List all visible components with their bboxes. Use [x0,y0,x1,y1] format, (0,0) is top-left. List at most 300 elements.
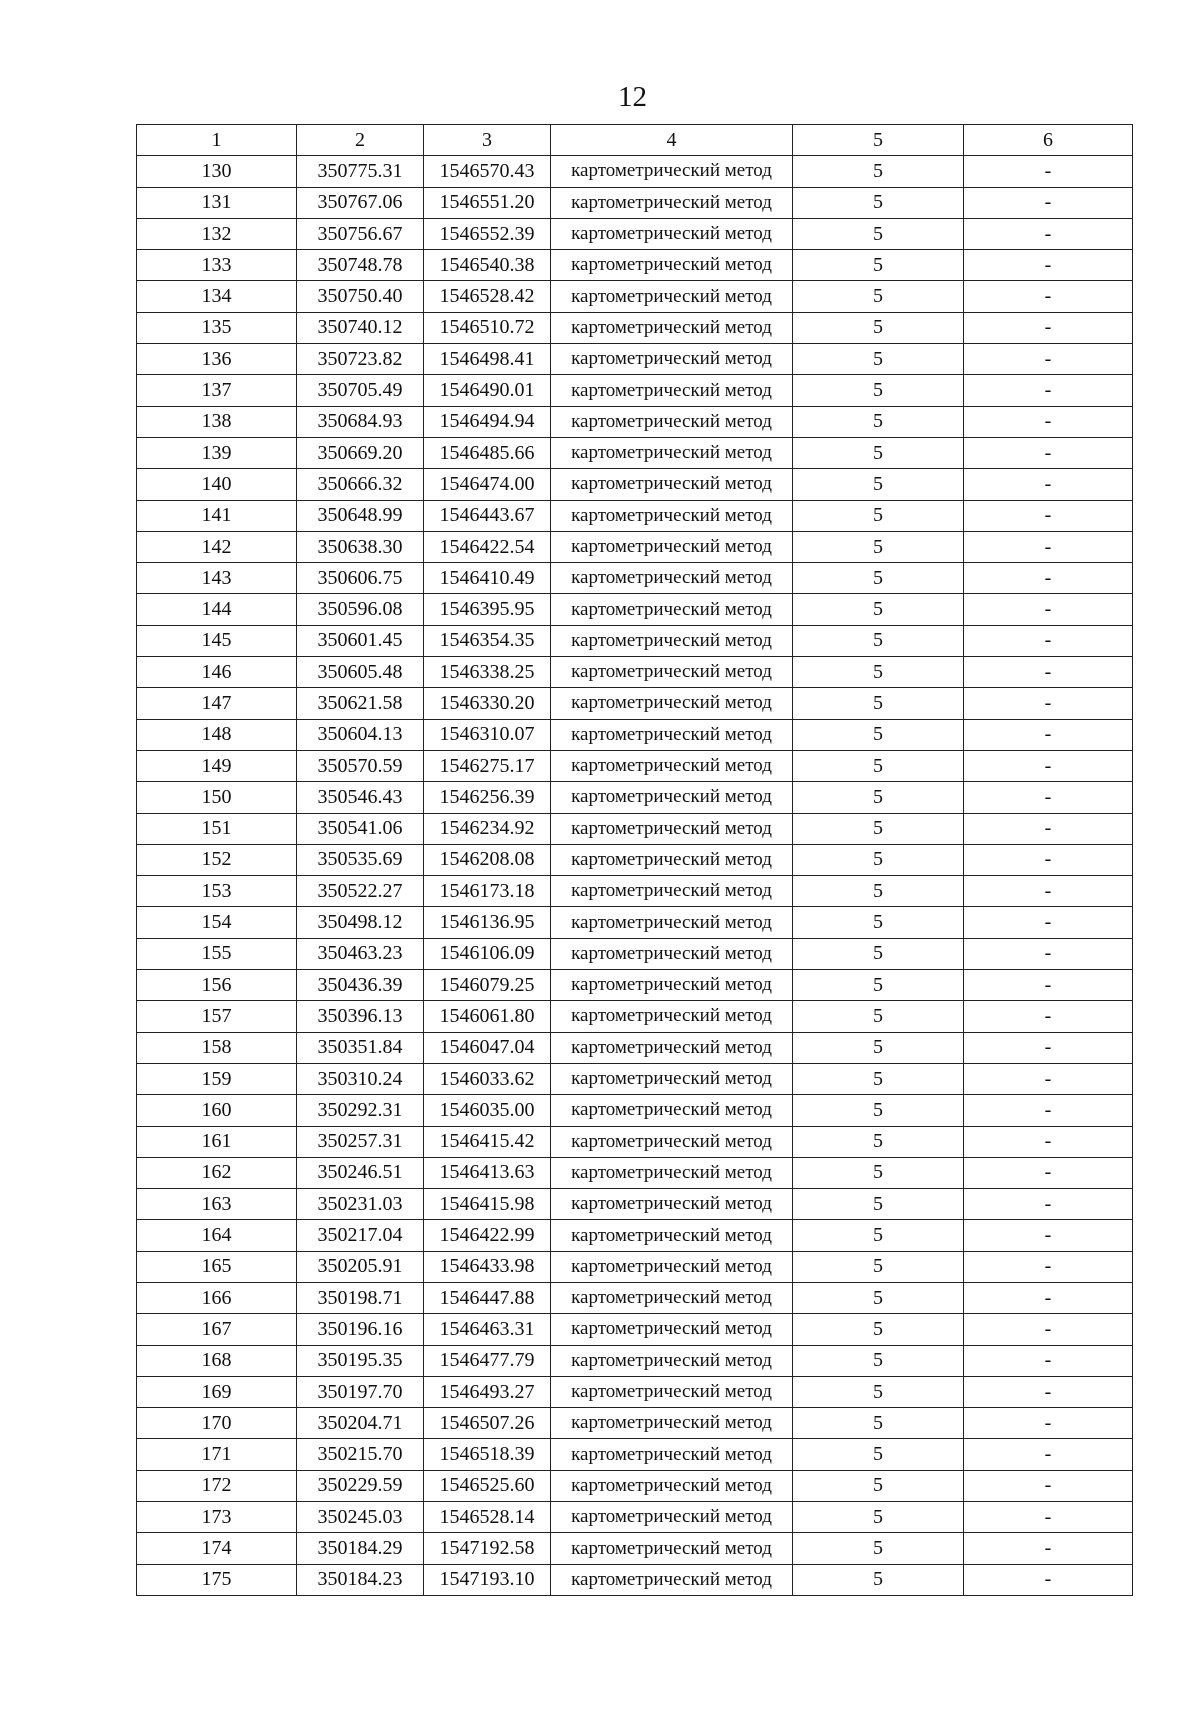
method-cell: картометрический метод [551,625,793,656]
table-row [137,1408,1133,1439]
method-cell: картометрический метод [551,218,793,249]
y-coordinate-cell: 1546415.42 [424,1126,551,1157]
note-cell: - [964,1001,1133,1032]
y-coordinate-cell: 1546035.00 [424,1095,551,1126]
point-number-cell: 168 [137,1345,297,1376]
x-coordinate-cell: 350606.75 [297,563,424,594]
x-coordinate-cell: 350601.45 [297,625,424,656]
y-coordinate-cell: 1546173.18 [424,876,551,907]
table-body [137,156,1133,1596]
column-header-3: 3 [424,125,551,156]
note-cell: - [964,437,1133,468]
y-coordinate-cell: 1546106.09 [424,938,551,969]
table-row [137,563,1133,594]
x-coordinate-cell: 350748.78 [297,250,424,281]
x-coordinate-cell: 350705.49 [297,375,424,406]
note-cell: - [964,406,1133,437]
point-number-cell: 130 [137,156,297,187]
y-coordinate-cell: 1546493.27 [424,1376,551,1407]
method-cell: картометрический метод [551,1345,793,1376]
table-row [137,156,1133,187]
y-coordinate-cell: 1546256.39 [424,782,551,813]
point-number-cell: 159 [137,1063,297,1094]
table-row [137,469,1133,500]
method-cell: картометрический метод [551,500,793,531]
method-cell: картометрический метод [551,1220,793,1251]
x-coordinate-cell: 350740.12 [297,312,424,343]
note-cell: - [964,625,1133,656]
x-coordinate-cell: 350463.23 [297,938,424,969]
y-coordinate-cell: 1546551.20 [424,187,551,218]
accuracy-cell: 5 [793,1439,964,1470]
accuracy-cell: 5 [793,1470,964,1501]
table-row [137,1001,1133,1032]
x-coordinate-cell: 350198.71 [297,1282,424,1313]
point-number-cell: 134 [137,281,297,312]
table-row [137,1189,1133,1220]
accuracy-cell: 5 [793,844,964,875]
point-number-cell: 162 [137,1157,297,1188]
table-row [137,782,1133,813]
note-cell: - [964,970,1133,1001]
y-coordinate-cell: 1546433.98 [424,1251,551,1282]
column-header-5: 5 [793,125,964,156]
table-row [137,406,1133,437]
table-row [137,750,1133,781]
y-coordinate-cell: 1546447.88 [424,1282,551,1313]
point-number-cell: 165 [137,1251,297,1282]
accuracy-cell: 5 [793,469,964,500]
table-row [137,907,1133,938]
accuracy-cell: 5 [793,312,964,343]
table-row [137,1126,1133,1157]
x-coordinate-cell: 350245.03 [297,1502,424,1533]
x-coordinate-cell: 350605.48 [297,657,424,688]
method-cell: картометрический метод [551,1533,793,1564]
note-cell: - [964,876,1133,907]
note-cell: - [964,218,1133,249]
y-coordinate-cell: 1546208.08 [424,844,551,875]
x-coordinate-cell: 350292.31 [297,1095,424,1126]
point-number-cell: 131 [137,187,297,218]
note-cell: - [964,281,1133,312]
accuracy-cell: 5 [793,1564,964,1595]
y-coordinate-cell: 1546422.54 [424,531,551,562]
table-row [137,970,1133,1001]
method-cell: картометрический метод [551,1032,793,1063]
note-cell: - [964,719,1133,750]
table-row [137,1502,1133,1533]
coordinates-table [136,124,1133,1596]
method-cell: картометрический метод [551,719,793,750]
note-cell: - [964,469,1133,500]
y-coordinate-cell: 1546528.42 [424,281,551,312]
point-number-cell: 151 [137,813,297,844]
method-cell: картометрический метод [551,563,793,594]
point-number-cell: 156 [137,970,297,1001]
x-coordinate-cell: 350638.30 [297,531,424,562]
point-number-cell: 142 [137,531,297,562]
table-row [137,876,1133,907]
table-row [137,657,1133,688]
point-number-cell: 153 [137,876,297,907]
accuracy-cell: 5 [793,1126,964,1157]
accuracy-cell: 5 [793,156,964,187]
method-cell: картометрический метод [551,1564,793,1595]
x-coordinate-cell: 350229.59 [297,1470,424,1501]
table-row [137,500,1133,531]
method-cell: картометрический метод [551,1282,793,1313]
y-coordinate-cell: 1546234.92 [424,813,551,844]
accuracy-cell: 5 [793,344,964,375]
x-coordinate-cell: 350767.06 [297,187,424,218]
y-coordinate-cell: 1546275.17 [424,750,551,781]
accuracy-cell: 5 [793,281,964,312]
accuracy-cell: 5 [793,1282,964,1313]
note-cell: - [964,1533,1133,1564]
y-coordinate-cell: 1547192.58 [424,1533,551,1564]
table-row [137,312,1133,343]
table-row [137,1470,1133,1501]
x-coordinate-cell: 350436.39 [297,970,424,1001]
accuracy-cell: 5 [793,750,964,781]
accuracy-cell: 5 [793,938,964,969]
point-number-cell: 150 [137,782,297,813]
accuracy-cell: 5 [793,1345,964,1376]
table-row [137,1345,1133,1376]
note-cell: - [964,1408,1133,1439]
point-number-cell: 133 [137,250,297,281]
y-coordinate-cell: 1546507.26 [424,1408,551,1439]
x-coordinate-cell: 350257.31 [297,1126,424,1157]
column-header-1: 1 [137,125,297,156]
accuracy-cell: 5 [793,1502,964,1533]
point-number-cell: 172 [137,1470,297,1501]
table-row [137,1314,1133,1345]
method-cell: картометрический метод [551,531,793,562]
point-number-cell: 175 [137,1564,297,1595]
y-coordinate-cell: 1546540.38 [424,250,551,281]
x-coordinate-cell: 350546.43 [297,782,424,813]
y-coordinate-cell: 1546354.35 [424,625,551,656]
point-number-cell: 138 [137,406,297,437]
y-coordinate-cell: 1546047.04 [424,1032,551,1063]
table-row [137,1063,1133,1094]
y-coordinate-cell: 1546415.98 [424,1189,551,1220]
point-number-cell: 143 [137,563,297,594]
y-coordinate-cell: 1546552.39 [424,218,551,249]
method-cell: картометрический метод [551,1189,793,1220]
table-row [137,1157,1133,1188]
header-row [137,125,1133,156]
accuracy-cell: 5 [793,1314,964,1345]
point-number-cell: 160 [137,1095,297,1126]
y-coordinate-cell: 1546413.63 [424,1157,551,1188]
x-coordinate-cell: 350351.84 [297,1032,424,1063]
x-coordinate-cell: 350535.69 [297,844,424,875]
x-coordinate-cell: 350621.58 [297,688,424,719]
table-row [137,844,1133,875]
x-coordinate-cell: 350669.20 [297,437,424,468]
accuracy-cell: 5 [793,688,964,719]
x-coordinate-cell: 350196.16 [297,1314,424,1345]
y-coordinate-cell: 1546474.00 [424,469,551,500]
note-cell: - [964,1126,1133,1157]
x-coordinate-cell: 350666.32 [297,469,424,500]
point-number-cell: 137 [137,375,297,406]
y-coordinate-cell: 1546310.07 [424,719,551,750]
table-row [137,281,1133,312]
method-cell: картометрический метод [551,1157,793,1188]
method-cell: картометрический метод [551,876,793,907]
table-row [137,813,1133,844]
method-cell: картометрический метод [551,750,793,781]
note-cell: - [964,938,1133,969]
y-coordinate-cell: 1546528.14 [424,1502,551,1533]
accuracy-cell: 5 [793,531,964,562]
accuracy-cell: 5 [793,907,964,938]
accuracy-cell: 5 [793,625,964,656]
accuracy-cell: 5 [793,1376,964,1407]
point-number-cell: 166 [137,1282,297,1313]
accuracy-cell: 5 [793,1001,964,1032]
point-number-cell: 174 [137,1533,297,1564]
method-cell: картометрический метод [551,844,793,875]
method-cell: картометрический метод [551,187,793,218]
method-cell: картометрический метод [551,1408,793,1439]
point-number-cell: 171 [137,1439,297,1470]
x-coordinate-cell: 350215.70 [297,1439,424,1470]
accuracy-cell: 5 [793,187,964,218]
column-header-2: 2 [297,125,424,156]
note-cell: - [964,1470,1133,1501]
accuracy-cell: 5 [793,1408,964,1439]
x-coordinate-cell: 350217.04 [297,1220,424,1251]
note-cell: - [964,782,1133,813]
point-number-cell: 136 [137,344,297,375]
point-number-cell: 146 [137,657,297,688]
point-number-cell: 161 [137,1126,297,1157]
accuracy-cell: 5 [793,1251,964,1282]
accuracy-cell: 5 [793,1220,964,1251]
accuracy-cell: 5 [793,813,964,844]
method-cell: картометрический метод [551,469,793,500]
table-row [137,187,1133,218]
point-number-cell: 164 [137,1220,297,1251]
note-cell: - [964,1157,1133,1188]
accuracy-cell: 5 [793,1189,964,1220]
x-coordinate-cell: 350184.29 [297,1533,424,1564]
y-coordinate-cell: 1546079.25 [424,970,551,1001]
y-coordinate-cell: 1546410.49 [424,563,551,594]
table-row [137,1439,1133,1470]
y-coordinate-cell: 1547193.10 [424,1564,551,1595]
x-coordinate-cell: 350775.31 [297,156,424,187]
table-row [137,1032,1133,1063]
note-cell: - [964,1063,1133,1094]
point-number-cell: 149 [137,750,297,781]
y-coordinate-cell: 1546338.25 [424,657,551,688]
y-coordinate-cell: 1546525.60 [424,1470,551,1501]
point-number-cell: 163 [137,1189,297,1220]
accuracy-cell: 5 [793,719,964,750]
method-cell: картометрический метод [551,1095,793,1126]
note-cell: - [964,187,1133,218]
table-row [137,1251,1133,1282]
note-cell: - [964,1376,1133,1407]
page-number: 12 [618,81,647,113]
method-cell: картометрический метод [551,594,793,625]
y-coordinate-cell: 1546518.39 [424,1439,551,1470]
method-cell: картометрический метод [551,970,793,1001]
note-cell: - [964,1220,1133,1251]
method-cell: картометрический метод [551,938,793,969]
accuracy-cell: 5 [793,375,964,406]
note-cell: - [964,844,1133,875]
note-cell: - [964,344,1133,375]
table-row [137,1095,1133,1126]
method-cell: картометрический метод [551,375,793,406]
method-cell: картометрический метод [551,1063,793,1094]
table-row [137,688,1133,719]
method-cell: картометрический метод [551,1439,793,1470]
method-cell: картометрический метод [551,344,793,375]
method-cell: картометрический метод [551,1251,793,1282]
x-coordinate-cell: 350396.13 [297,1001,424,1032]
note-cell: - [964,563,1133,594]
point-number-cell: 155 [137,938,297,969]
method-cell: картометрический метод [551,437,793,468]
note-cell: - [964,1345,1133,1376]
x-coordinate-cell: 350310.24 [297,1063,424,1094]
point-number-cell: 158 [137,1032,297,1063]
note-cell: - [964,594,1133,625]
method-cell: картометрический метод [551,813,793,844]
point-number-cell: 147 [137,688,297,719]
table-row [137,719,1133,750]
note-cell: - [964,1095,1133,1126]
x-coordinate-cell: 350195.35 [297,1345,424,1376]
point-number-cell: 139 [137,437,297,468]
table-row [137,1220,1133,1251]
method-cell: картометрический метод [551,312,793,343]
note-cell: - [964,531,1133,562]
accuracy-cell: 5 [793,437,964,468]
table-row [137,375,1133,406]
accuracy-cell: 5 [793,1095,964,1126]
table-header [137,125,1133,156]
accuracy-cell: 5 [793,876,964,907]
y-coordinate-cell: 1546330.20 [424,688,551,719]
x-coordinate-cell: 350596.08 [297,594,424,625]
x-coordinate-cell: 350205.91 [297,1251,424,1282]
y-coordinate-cell: 1546510.72 [424,312,551,343]
method-cell: картометрический метод [551,657,793,688]
table-row [137,938,1133,969]
method-cell: картометрический метод [551,406,793,437]
method-cell: картометрический метод [551,1001,793,1032]
note-cell: - [964,1564,1133,1595]
table-row [137,1564,1133,1595]
note-cell: - [964,1189,1133,1220]
note-cell: - [964,375,1133,406]
accuracy-cell: 5 [793,500,964,531]
note-cell: - [964,1251,1133,1282]
x-coordinate-cell: 350184.23 [297,1564,424,1595]
x-coordinate-cell: 350522.27 [297,876,424,907]
method-cell: картометрический метод [551,688,793,719]
column-header-4: 4 [551,125,793,156]
point-number-cell: 148 [137,719,297,750]
method-cell: картометрический метод [551,782,793,813]
x-coordinate-cell: 350541.06 [297,813,424,844]
accuracy-cell: 5 [793,1157,964,1188]
y-coordinate-cell: 1546033.62 [424,1063,551,1094]
note-cell: - [964,907,1133,938]
table-row [137,531,1133,562]
point-number-cell: 152 [137,844,297,875]
x-coordinate-cell: 350570.59 [297,750,424,781]
y-coordinate-cell: 1546490.01 [424,375,551,406]
accuracy-cell: 5 [793,1063,964,1094]
table-row [137,1376,1133,1407]
point-number-cell: 141 [137,500,297,531]
y-coordinate-cell: 1546485.66 [424,437,551,468]
method-cell: картометрический метод [551,1126,793,1157]
y-coordinate-cell: 1546422.99 [424,1220,551,1251]
point-number-cell: 140 [137,469,297,500]
note-cell: - [964,156,1133,187]
x-coordinate-cell: 350604.13 [297,719,424,750]
point-number-cell: 135 [137,312,297,343]
x-coordinate-cell: 350498.12 [297,907,424,938]
method-cell: картометрический метод [551,1470,793,1501]
table-row [137,625,1133,656]
x-coordinate-cell: 350197.70 [297,1376,424,1407]
accuracy-cell: 5 [793,406,964,437]
method-cell: картометрический метод [551,907,793,938]
x-coordinate-cell: 350756.67 [297,218,424,249]
table-row [137,594,1133,625]
accuracy-cell: 5 [793,594,964,625]
x-coordinate-cell: 350684.93 [297,406,424,437]
accuracy-cell: 5 [793,250,964,281]
x-coordinate-cell: 350246.51 [297,1157,424,1188]
point-number-cell: 167 [137,1314,297,1345]
table-row [137,218,1133,249]
note-cell: - [964,500,1133,531]
x-coordinate-cell: 350723.82 [297,344,424,375]
accuracy-cell: 5 [793,1032,964,1063]
accuracy-cell: 5 [793,782,964,813]
method-cell: картометрический метод [551,1376,793,1407]
y-coordinate-cell: 1546570.43 [424,156,551,187]
point-number-cell: 173 [137,1502,297,1533]
y-coordinate-cell: 1546498.41 [424,344,551,375]
point-number-cell: 144 [137,594,297,625]
y-coordinate-cell: 1546494.94 [424,406,551,437]
accuracy-cell: 5 [793,563,964,594]
accuracy-cell: 5 [793,218,964,249]
note-cell: - [964,312,1133,343]
table-row [137,437,1133,468]
note-cell: - [964,657,1133,688]
accuracy-cell: 5 [793,970,964,1001]
y-coordinate-cell: 1546136.95 [424,907,551,938]
y-coordinate-cell: 1546395.95 [424,594,551,625]
point-number-cell: 132 [137,218,297,249]
note-cell: - [964,1032,1133,1063]
